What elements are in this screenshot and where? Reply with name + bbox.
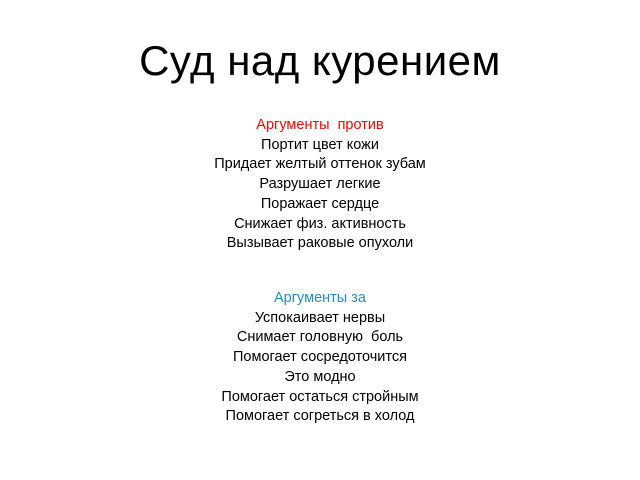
argument-for-item: Успокаивает нервы: [254, 309, 386, 326]
argument-against-item: Портит цвет кожи: [261, 136, 379, 153]
argument-for-item: Снимает головную боль: [236, 329, 404, 346]
argument-against-item: Снижает физ. активность: [234, 215, 406, 232]
argument-against-item: Поражает сердце: [260, 195, 380, 212]
argument-for-item: Это модно: [284, 368, 356, 385]
argument-for-item: Помогает согреться в холод: [225, 408, 415, 425]
arguments-against-section: [0, 116, 640, 254]
argument-against-item: Придает желтый оттенок зубам: [214, 156, 426, 173]
arguments-for-section: [0, 289, 640, 427]
argument-for-item: Помогает остаться стройным: [221, 388, 419, 405]
argument-against-item: Вызывает раковые опухоли: [226, 235, 414, 252]
arguments-for-heading: Аргументы за: [274, 290, 366, 306]
arguments-against-heading: Аргументы против: [256, 117, 384, 133]
slide-title: Суд над курением: [139, 37, 501, 84]
argument-against-item: Разрушает легкие: [259, 176, 381, 193]
argument-for-item: Помогает сосредоточится: [232, 349, 407, 366]
